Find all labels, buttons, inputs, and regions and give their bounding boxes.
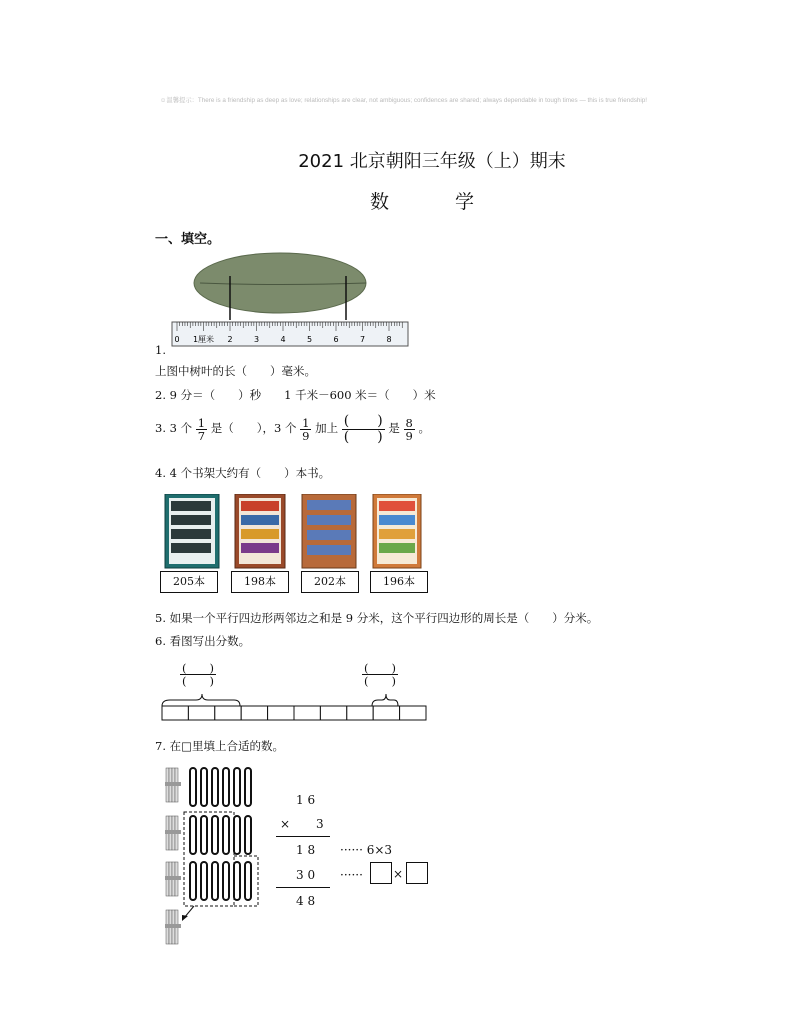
fraction-one-ninth xyxy=(300,417,311,442)
ruler-label: 8 xyxy=(386,335,392,344)
mult-row2: 3 xyxy=(316,817,324,831)
sticks-figure xyxy=(160,764,270,954)
answer-box-1[interactable] xyxy=(370,862,392,884)
counting-stick xyxy=(201,768,207,806)
ruler-label: 4 xyxy=(280,335,286,344)
mult-row1: 1 6 xyxy=(296,793,316,807)
bookshelves-figure xyxy=(160,494,430,570)
stick-bundle-icon xyxy=(165,768,181,802)
ruler-label: 3 xyxy=(253,335,260,344)
frac-numerator: 1 xyxy=(197,415,206,430)
counting-stick xyxy=(245,768,251,806)
ruler-label: 6 xyxy=(333,335,339,344)
counting-stick xyxy=(245,816,251,854)
counting-stick xyxy=(201,862,207,900)
right-brace xyxy=(372,694,398,706)
frac-numerator-blank[interactable]: ( ) xyxy=(182,661,214,675)
fraction-eight-ninths xyxy=(404,417,415,442)
bookshelf-4 xyxy=(373,494,421,568)
segment-cell xyxy=(373,706,399,720)
stick-bundle-icon xyxy=(165,862,181,896)
counting-stick xyxy=(190,816,196,854)
segment-cell xyxy=(400,706,426,720)
ruler-label: 2 xyxy=(227,335,233,344)
q1-number: 1. xyxy=(155,343,166,357)
bookshelf-label-3: 202本 xyxy=(301,571,359,593)
counting-stick xyxy=(223,862,229,900)
mult-row4: 3 0 xyxy=(296,868,316,882)
bookshelf-3 xyxy=(302,494,356,568)
q6-text: 6. 看图写出分数。 xyxy=(155,634,251,648)
frac-numerator-blank[interactable]: ( ) xyxy=(364,661,396,675)
subject-title: 数 学 xyxy=(369,191,505,213)
counting-stick xyxy=(234,816,240,854)
counting-stick xyxy=(212,816,218,854)
counting-stick xyxy=(190,862,196,900)
leaf-shape xyxy=(194,253,366,313)
bookshelf-1 xyxy=(165,494,219,568)
frac-numerator: 1 xyxy=(302,415,310,430)
q4-text: 4. 4 个书架大约有（ ）本书。 xyxy=(155,466,331,480)
counting-stick xyxy=(223,768,229,806)
q3-part3: 加上 xyxy=(315,421,339,436)
q6-fraction-right[interactable] xyxy=(362,662,398,687)
mult-row3: 1 8 xyxy=(296,843,316,857)
mult-line-2 xyxy=(276,887,330,888)
q3-part5: 。 xyxy=(418,421,431,436)
stick-bundle-icon xyxy=(165,910,181,944)
left-brace xyxy=(162,694,240,706)
counting-stick xyxy=(190,768,196,806)
mult-times: × xyxy=(393,867,404,881)
mult-line-1 xyxy=(276,836,330,837)
segment-cell xyxy=(188,706,214,720)
q2-text: 2. 9 分＝（ ）秒 1 千米－600 米＝（ ）米 xyxy=(155,388,436,402)
arrow-head xyxy=(182,915,188,921)
leaf-ruler-figure xyxy=(160,250,420,350)
segment-bar-figure xyxy=(160,692,430,724)
frac-numerator-blank[interactable]: ( ) xyxy=(343,413,383,429)
segment-cell xyxy=(162,706,188,720)
mult-note2: ······ xyxy=(340,868,363,882)
q3-part2: 是（ ），3 个 xyxy=(210,421,297,436)
frac-denominator-blank[interactable]: ( ) xyxy=(343,428,383,445)
bookshelf-label-1: 205本 xyxy=(160,571,218,593)
q6-fraction-left[interactable] xyxy=(180,662,216,687)
motto-text: ☺温馨提示：There is a friendship as deep as love; relationships are clear, not ambiguous; confidences are shared; always dependable in tough times — this is true friendship! xyxy=(160,97,647,104)
counting-stick xyxy=(234,768,240,806)
stick-bundle-icon xyxy=(165,816,181,850)
q7-text: 7. 在□里填上合适的数。 xyxy=(155,739,284,753)
ruler-label: 0 xyxy=(174,335,180,344)
counting-stick xyxy=(223,816,229,854)
fraction-blank[interactable] xyxy=(342,414,385,444)
answer-box-2[interactable] xyxy=(406,862,428,884)
q3-part1: 3. 3 个 xyxy=(155,421,193,436)
counting-stick xyxy=(201,816,207,854)
frac-denominator: 9 xyxy=(405,428,413,443)
frac-numerator: 8 xyxy=(405,415,413,430)
counting-stick xyxy=(245,862,251,900)
q5-text: 5. 如果一个平行四边形两邻边之和是 9 分米，这个平行四边形的周长是（ ）分米。 xyxy=(155,611,599,625)
q1-text: 上图中树叶的长（ ）毫米。 xyxy=(155,364,316,378)
counting-stick xyxy=(212,768,218,806)
counting-stick xyxy=(212,862,218,900)
frac-denominator-blank[interactable]: ( ) xyxy=(182,674,214,689)
mult-row5: 4 8 xyxy=(296,894,316,908)
segment-cell xyxy=(347,706,373,720)
ruler-label: 5 xyxy=(306,335,313,344)
section-heading: 一、填空。 xyxy=(155,232,221,247)
counting-stick xyxy=(234,862,240,900)
q3-part4: 是 xyxy=(388,421,400,436)
segment-cell xyxy=(320,706,346,720)
bookshelf-label-4: 196本 xyxy=(370,571,428,593)
mult-operator: × xyxy=(280,817,291,831)
bookshelf-2 xyxy=(235,494,285,568)
frac-denominator: 7 xyxy=(197,428,206,443)
frac-denominator-blank[interactable]: ( ) xyxy=(364,674,396,689)
fraction-one-seventh xyxy=(196,417,207,442)
ruler-label: 1厘米 xyxy=(192,335,215,344)
page-title: 2021 北京朝阳三年级（上）期末 xyxy=(298,151,566,172)
q3-line xyxy=(155,414,430,444)
segment-cell xyxy=(215,706,241,720)
segment-cell xyxy=(294,706,320,720)
mult-note1: ······ 6×3 xyxy=(340,843,393,857)
ruler-label: 7 xyxy=(359,335,366,344)
bookshelf-label-2: 198本 xyxy=(231,571,289,593)
segment-cell xyxy=(241,706,267,720)
segment-cell xyxy=(268,706,294,720)
frac-denominator: 9 xyxy=(302,428,310,443)
